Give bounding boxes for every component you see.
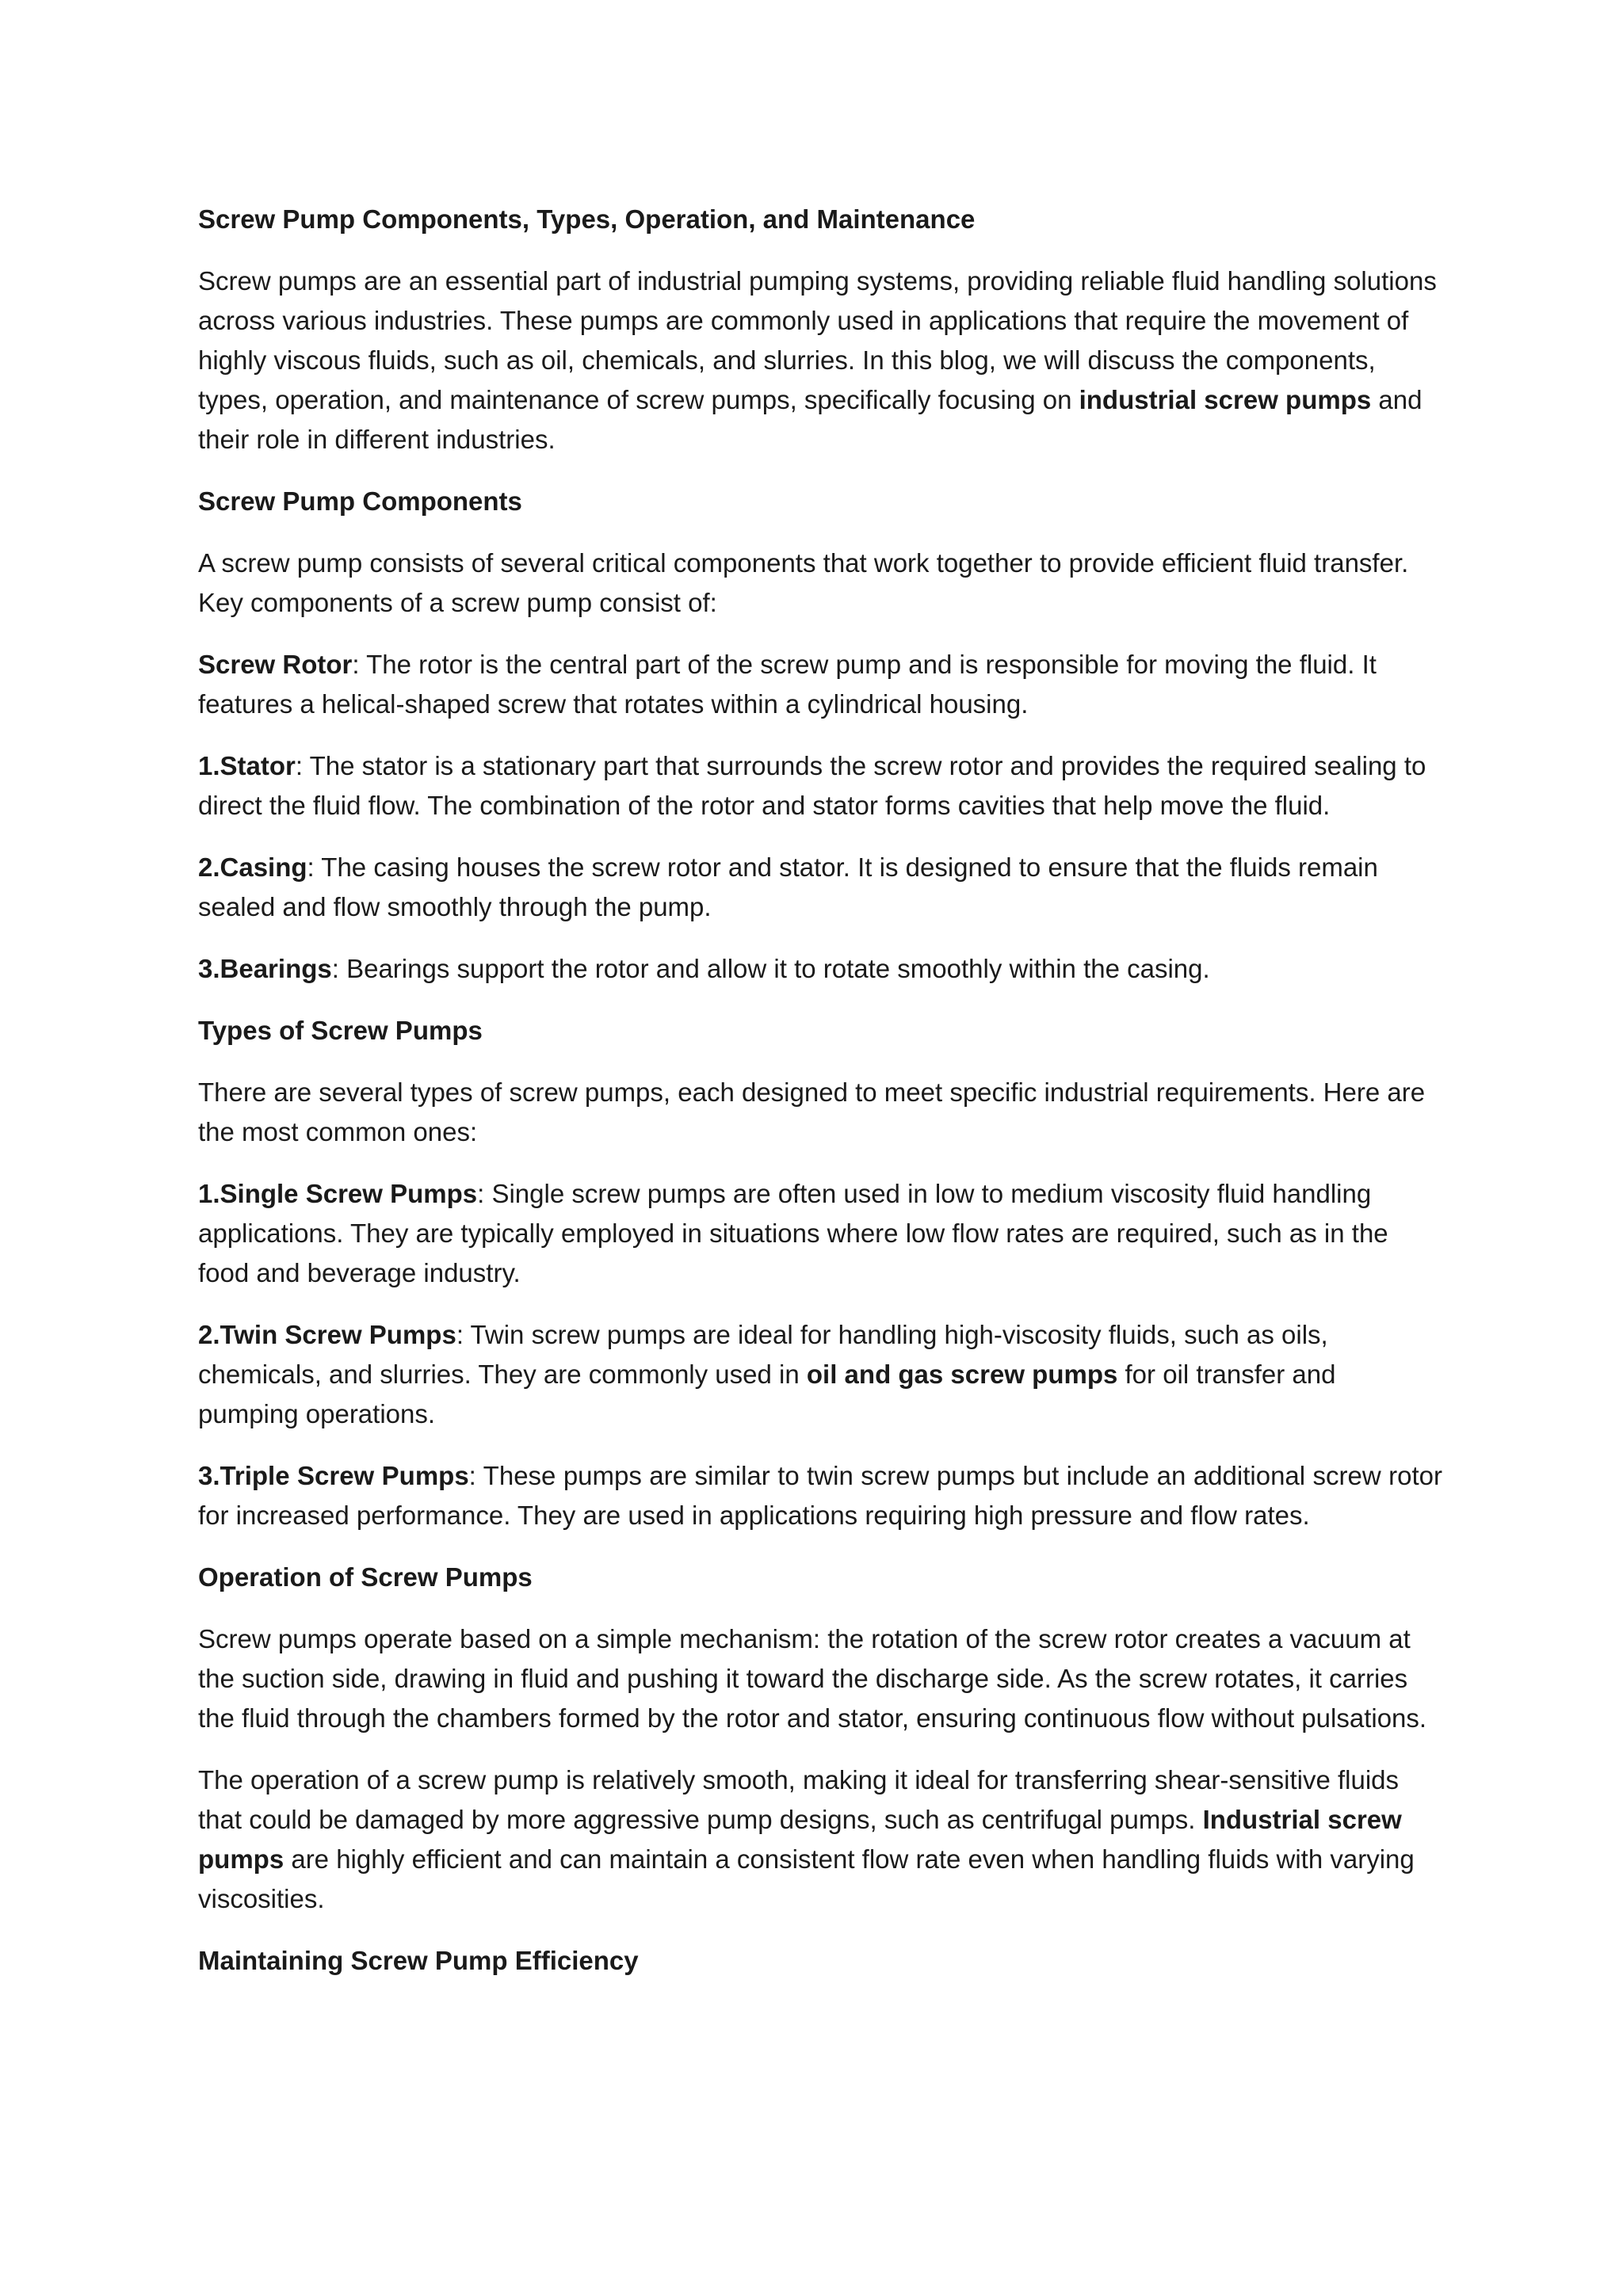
components-intro: A screw pump consists of several critical components that work together to provide efficient fluid transfer. Key components of a screw pump consist of:	[198, 548, 1409, 617]
intro-bold-term: industrial screw pumps	[1079, 385, 1372, 414]
type-text-after: for oil transfer and pumping operations.	[198, 1360, 1336, 1428]
intro-text-after: and their role in different industries.	[198, 385, 1423, 454]
operation-heading: Operation of Screw Pumps	[198, 1562, 533, 1592]
type-label: 1.Single Screw Pumps	[198, 1179, 478, 1208]
component-label: 3.Bearings	[198, 954, 332, 983]
intro-text: Screw pumps are an essential part of industrial pumping systems, providing reliable fluid handling solutions across various industries. These pumps are commonly used in applications that require the movement of highly viscous fluids, such as oil, chemicals, and slurries. In this blog, we will discuss the components, types, operation, and maintenance of screw pumps, specifically focusing on	[198, 266, 1437, 414]
type-label: 2.Twin Screw Pumps	[198, 1320, 456, 1349]
document-title: Screw Pump Components, Types, Operation, and Maintenance	[198, 204, 976, 234]
type-item-single	[198, 1174, 1442, 1293]
operation-bold-term: Industrial screw pumps	[198, 1805, 1402, 1874]
operation-paragraph-1: Screw pumps operate based on a simple mechanism: the rotation of the screw rotor creates a vacuum at the suction side, drawing in fluid and pushing it toward the discharge side. As the screw rotates, it carries the fluid through the chambers formed by the rotor and stator, ensuring continuous flow without pulsations.	[198, 1624, 1427, 1733]
component-item-bearings	[198, 949, 1442, 989]
type-item-twin	[198, 1315, 1442, 1434]
types-heading: Types of Screw Pumps	[198, 1016, 483, 1045]
type-label: 3.Triple Screw Pumps	[198, 1461, 469, 1490]
type-text: : Twin screw pumps are ideal for handling high-viscosity fluids, such as oils, chemicals, and slurries. They are commonly used in	[198, 1320, 1328, 1389]
component-label: Screw Rotor	[198, 650, 353, 679]
component-text: : The casing houses the screw rotor and stator. It is designed to ensure that the fluids remain sealed and flow smoothly through the pump.	[198, 852, 1378, 921]
maintenance-heading: Maintaining Screw Pump Efficiency	[198, 1946, 639, 1975]
component-item-casing	[198, 848, 1442, 927]
types-intro: There are several types of screw pumps, each designed to meet specific industrial requirements. Here are the most common ones:	[198, 1077, 1426, 1146]
type-item-triple	[198, 1456, 1442, 1535]
component-label: 2.Casing	[198, 852, 307, 882]
component-item-rotor	[198, 645, 1442, 724]
components-heading: Screw Pump Components	[198, 486, 522, 516]
type-text: : Single screw pumps are often used in low to medium viscosity fluid handling applications. They are typically employed in situations where low flow rates are required, such as in the food and beverage industry.	[198, 1179, 1388, 1287]
operation-paragraph-2	[198, 1760, 1442, 1919]
intro-paragraph	[198, 261, 1442, 460]
type-text: : These pumps are similar to twin screw pumps but include an additional screw rotor for increased performance. They are used in applications requiring high pressure and flow rates.	[198, 1461, 1442, 1530]
component-text: : The stator is a stationary part that surrounds the screw rotor and provides the required sealing to direct the fluid flow. The combination of the rotor and stator forms cavities that help move the fluid.	[198, 751, 1426, 820]
component-label: 1.Stator	[198, 751, 296, 780]
operation-text: The operation of a screw pump is relatively smooth, making it ideal for transferring shear-sensitive fluids that could be damaged by more aggressive pump designs, such as centrifugal pumps.	[198, 1765, 1400, 1834]
document-body	[198, 200, 1442, 2003]
component-text: : Bearings support the rotor and allow it to rotate smoothly within the casing.	[331, 954, 1210, 983]
type-bold-term: oil and gas screw pumps	[806, 1360, 1118, 1389]
component-text: : The rotor is the central part of the screw pump and is responsible for moving the fluid. It features a helical-shaped screw that rotates within a cylindrical housing.	[198, 650, 1377, 719]
component-item-stator	[198, 746, 1442, 826]
operation-text-after: are highly efficient and can maintain a consistent flow rate even when handling fluids with varying viscosities.	[198, 1844, 1415, 1913]
